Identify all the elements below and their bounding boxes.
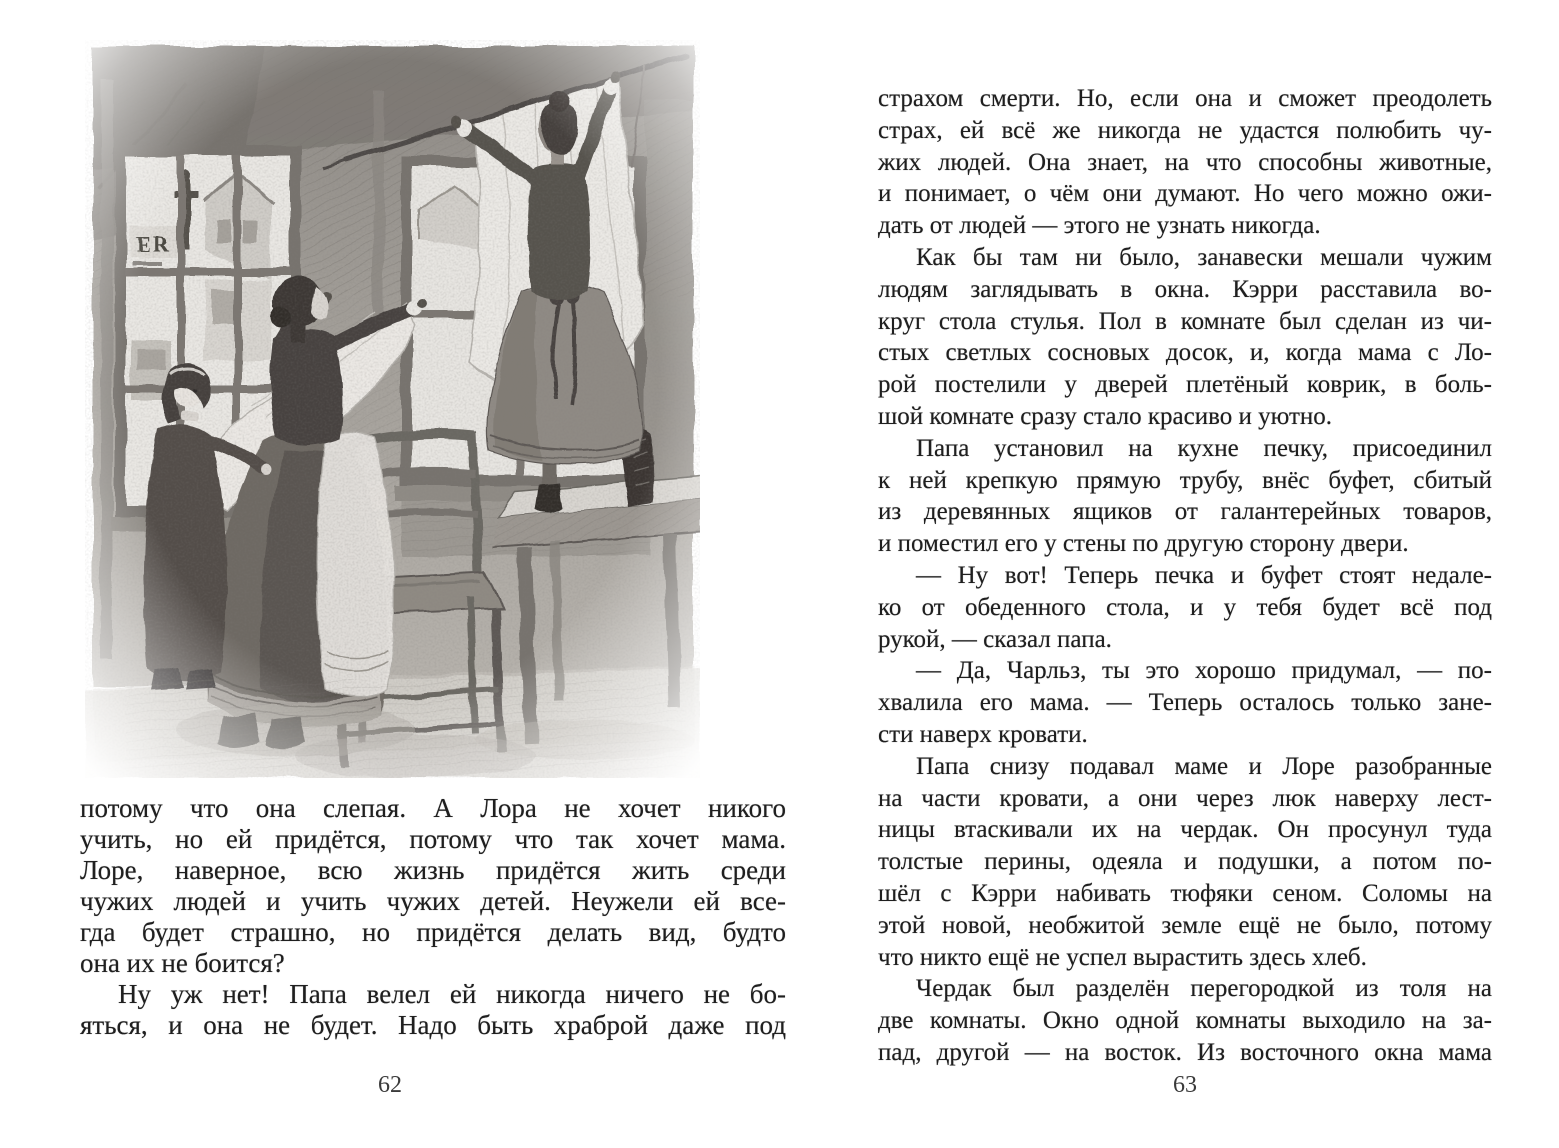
text-line: и поместил его у стены по другую сторону двери. (878, 530, 1409, 558)
text-line: толстые перины, одеяла и подушки, а потом по- (878, 848, 1492, 876)
paragraph (80, 979, 786, 1041)
text-line: ницы втаскивали их на чердак. Он просунул туда (878, 816, 1492, 844)
text-line: шой комнате сразу стало красиво и уютно. (878, 402, 1332, 430)
paragraph (878, 751, 1492, 974)
text-line: яться, и она не будет. Надо быть храброй даже под (80, 1010, 786, 1040)
paragraph (878, 83, 1492, 242)
text-line: Ну уж нет! Папа велел ей никогда ничего не бо- (118, 979, 786, 1009)
text-line: жих людей. Она знает, на что способны животные, (878, 148, 1492, 176)
text-line: она их не боится? (80, 948, 285, 978)
paragraph (878, 242, 1492, 433)
page-number-right: 63 (1173, 1072, 1197, 1098)
text-line: — Ну вот! Теперь печка и буфет стоят недале- (916, 561, 1492, 589)
edge-fade (85, 40, 700, 778)
text-line: что никто ещё не успел вырастить здесь хлеб. (878, 943, 1367, 971)
text-line: Лоре, наверное, всю жизнь придётся жить среди (80, 855, 786, 885)
right-page-text (878, 83, 1492, 1069)
text-line: две комнаты. Окно одной комнаты выходило на за- (878, 1007, 1492, 1035)
page-number-left: 62 (378, 1072, 402, 1098)
text-line: гда будет страшно, но придётся делать вид, будто (80, 917, 786, 947)
text-line: хвалила его мама. — Теперь осталось только зане- (878, 689, 1492, 717)
text-line: чужих людей и учить чужих детей. Неужели ей все- (80, 886, 786, 916)
paragraph (878, 433, 1492, 560)
text-line: ко от обеденного стола, и у тебя будет всё под (878, 593, 1492, 621)
text-line: дать от людей — этого не узнать никогда. (878, 212, 1321, 240)
text-line: круг стола стулья. Пол в комнате был сделан из чи- (878, 307, 1492, 335)
text-line: на части кровати, а они через люк наверху лест- (878, 784, 1492, 812)
text-line: страх, ей всё же никогда не удастся полюбить чу- (878, 116, 1492, 144)
text-line: шёл с Кэрри набивать тюфяки сеном. Соломы на (878, 879, 1492, 907)
text-line: людям заглядывать в окна. Кэрри расставила во- (878, 275, 1492, 303)
text-line: сти наверх кровати. (878, 720, 1088, 748)
text-line: — Да, Чарльз, ты это хорошо придумал, — по- (916, 657, 1492, 685)
text-line: Папа установил на кухне печку, присоединил (916, 434, 1492, 462)
text-line: этой новой, необжитой земле ещё не было, потому (878, 911, 1492, 939)
text-line: из деревянных ящиков от галантерейных товаров, (878, 498, 1492, 526)
text-line: страхом смерти. Но, если она и сможет преодолеть (878, 85, 1492, 112)
text-line: к ней крепкую прямую трубу, внёс буфет, сбитый (878, 466, 1492, 494)
paragraph (80, 793, 786, 979)
left-page-text (80, 793, 786, 1041)
text-line: Папа снизу подавал маме и Лоре разобранные (916, 752, 1492, 780)
text-line: стых светлых сосновых досок, и, когда мама с Ло- (878, 339, 1492, 367)
text-line: учить, но ей придётся, потому что так хочет мама. (80, 824, 786, 854)
text-line: и понимает, о чём они думают. Но чего можно ожи- (878, 180, 1492, 208)
illustration-curtain-hanging (85, 40, 700, 778)
paragraph (878, 973, 1492, 1068)
text-line: Чердак был разделён перегородкой из толя на (916, 975, 1492, 1003)
text-line: рукой, — сказал папа. (878, 625, 1112, 653)
paragraph (878, 655, 1492, 750)
text-line: пад, другой — на восток. Из восточного окна мама (878, 1038, 1492, 1066)
text-line: рой постелили у дверей плетёный коврик, в боль- (878, 371, 1492, 399)
text-line: Как бы там ни было, занавески мешали чужим (916, 243, 1492, 271)
text-line: потому что она слепая. А Лора не хочет никого (80, 793, 786, 823)
paragraph (878, 560, 1492, 655)
